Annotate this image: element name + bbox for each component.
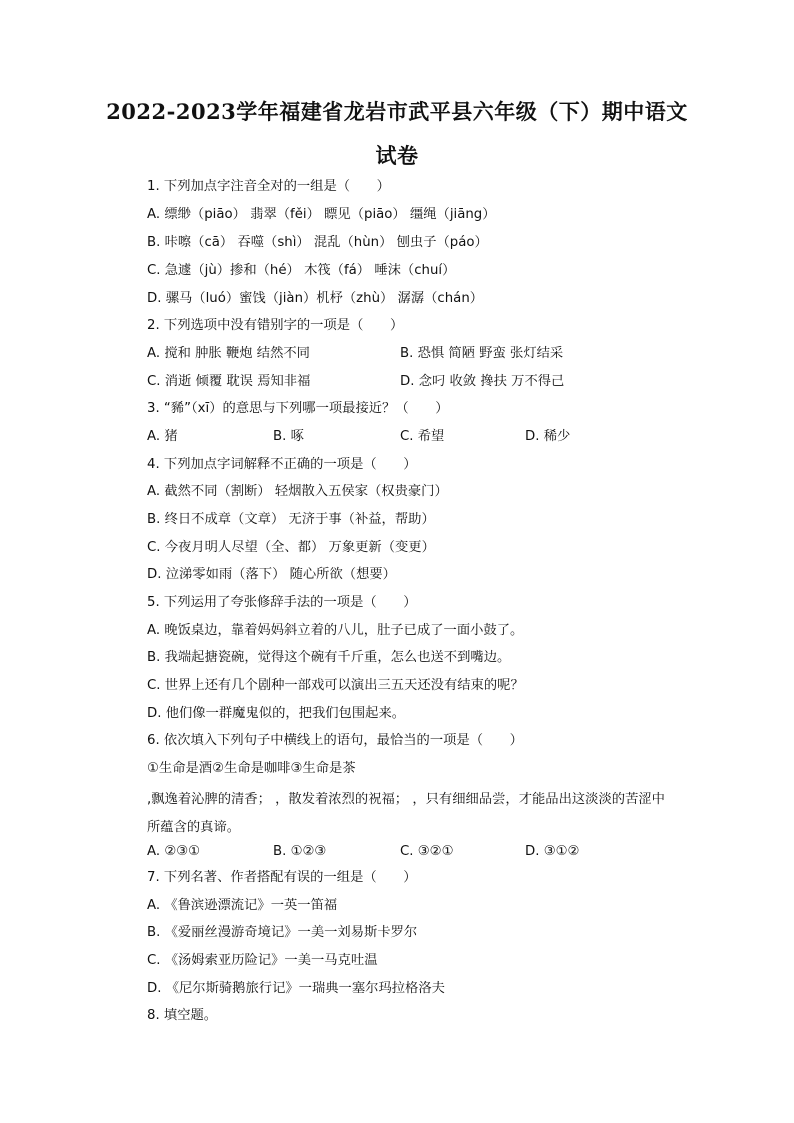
q3-option-b: B. 啄 xyxy=(273,429,304,444)
q7-option-b: B. 《爱丽丝漫游奇境记》一美一刘易斯卡罗尔 xyxy=(147,925,418,940)
q4-option-d: D. 泣涕零如雨（落下） 随心所欲（想要） xyxy=(147,567,396,582)
q1-option-c: C. 急遽（jù）掺和（hé） 木筏（fá） 唾沫（chuí） xyxy=(147,263,456,278)
exam-title-line1: 2022-2023学年福建省龙岩市武平县六年级（下）期中语文 xyxy=(106,99,688,124)
q2-option-d: D. 念叼 收敛 搀扶 万不得己 xyxy=(400,374,565,389)
q6-option-d: D. ③①② xyxy=(525,844,580,859)
q3-stem: 3. “豨”（xī）的意思与下列哪一项最接近？（ ） xyxy=(147,401,449,416)
q2-stem: 2. 下列选项中没有错别字的一项是（ ） xyxy=(147,318,404,333)
q5-stem: 5. 下列运用了夸张修辞手法的一项是（ ） xyxy=(147,595,417,610)
q4-stem: 4. 下列加点字词解释不正确的一项是（ ） xyxy=(147,457,417,472)
q1-option-b: B. 咔嚓（cā） 吞噬（shì） 混乱（hùn） 刨虫子（páo） xyxy=(147,235,488,250)
exam-title-line2: 试卷 xyxy=(375,143,419,168)
q7-option-d: D. 《尼尔斯骑鹅旅行记》一瑞典一塞尔玛拉格洛夫 xyxy=(147,981,445,996)
q2-option-c: C. 消逝 倾覆 耽误 焉知非福 xyxy=(147,374,311,389)
q2-option-a: A. 搅和 肿胀 鞭炮 结然不同 xyxy=(147,346,310,361)
q5-option-c: C. 世界上还有几个剧种一部戏可以演出三五天还没有结束的呢？ xyxy=(147,678,524,693)
q7-option-c: C. 《汤姆索亚历险记》一美一马克吐温 xyxy=(147,953,378,968)
q6-option-b: B. ①②③ xyxy=(273,844,327,859)
q3-option-c: C. 希望 xyxy=(400,429,445,444)
q3-option-d: D. 稀少 xyxy=(525,429,571,444)
q4-option-a: A. 截然不同（割断） 轻烟散入五侯家（权贵豪门） xyxy=(147,484,448,499)
q5-option-d: D. 他们像一群魔鬼似的，把我们包围起来。 xyxy=(147,706,406,721)
q8-stem: 8. 填空题。 xyxy=(147,1008,218,1023)
q7-stem: 7. 下列名著、作者搭配有误的一组是（ ） xyxy=(147,870,417,885)
q5-option-b: B. 我端起搪瓷碗，觉得这个碗有千斤重，怎么也送不到嘴边。 xyxy=(147,650,511,665)
q6-sentence: ,飘逸着沁脾的清香； ，散发着浓烈的祝福； ，只有细细品尝，才能品出这淡淡的苦涩中所蕴含的真谛。 xyxy=(147,792,665,835)
q1-option-d: D. 骡马（luó）蜜饯（jiàn）机杼（zhù） 潺潺（chán） xyxy=(147,291,484,306)
q1-stem: 1. 下列加点字注音全对的一组是（ ） xyxy=(147,179,390,194)
q6-stem: 6. 依次填入下列句子中横线上的语句，最恰当的一项是（ ） xyxy=(147,733,523,748)
q7-option-a: A. 《鲁滨逊漂流记》一英一笛福 xyxy=(147,898,338,913)
q1-option-a: A. 缥缈（piāo） 翡翠（fěi） 瞟见（piāo） 缰绳（jiāng） xyxy=(147,207,496,222)
q6-option-a: A. ②③① xyxy=(147,844,201,859)
q2-option-b: B. 恐惧 简陋 野蛮 张灯结采 xyxy=(400,346,564,361)
q6-option-c: C. ③②① xyxy=(400,844,454,859)
q4-option-b: B. 终日不成章（文章） 无济于事（补益，帮助） xyxy=(147,512,435,527)
q4-option-c: C. 今夜月明人尽望（全、都） 万象更新（变更） xyxy=(147,540,435,555)
q5-option-a: A. 晚饭桌边，靠着妈妈斜立着的八儿，肚子已成了一面小鼓了。 xyxy=(147,623,524,638)
q3-option-a: A. 猪 xyxy=(147,429,178,444)
q6-options-line: ①生命是酒②生命是咖啡③生命是茶 xyxy=(147,761,356,776)
